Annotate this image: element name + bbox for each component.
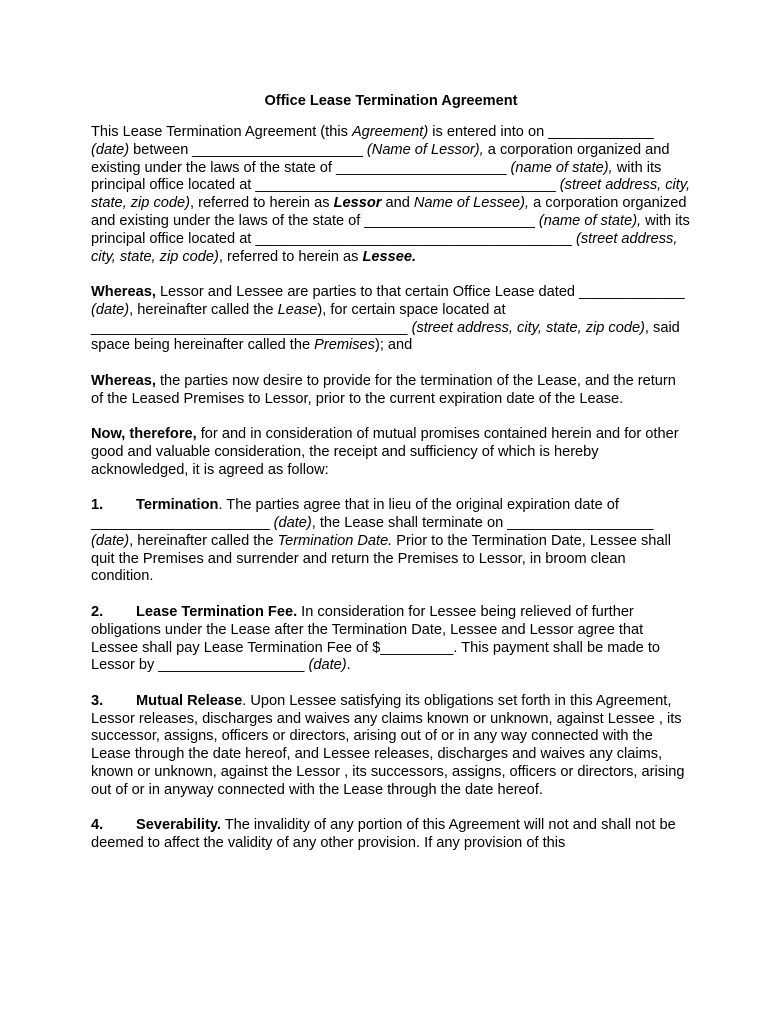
- whereas-paragraph-1: [91, 284, 691, 355]
- whereas-text: (date): [91, 301, 130, 318]
- intro-text: Lessee.: [362, 248, 417, 265]
- intro-text: (street address, city, state, zip code): [91, 177, 691, 212]
- intro-text: Agreement): [351, 124, 429, 140]
- section-number: 4.: [91, 817, 104, 834]
- whereas-text: , hereinafter called the: [129, 301, 278, 318]
- section-number: 2.: [91, 603, 104, 620]
- section-termination: [91, 497, 691, 586]
- whereas-text: (street address, city, state, zip code): [411, 319, 645, 336]
- document-title: Office Lease Termination Agreement: [264, 93, 518, 109]
- section-text: .: [346, 657, 351, 674]
- whereas-text: the parties now desire to provide for the termination of the Lease, and the return of the Leased Premises to Lessor, prior to the current expiration date of the Lease.: [91, 372, 676, 407]
- whereas-text: Premises: [314, 337, 375, 354]
- section-text: , the Lease shall terminate on __________________: [311, 515, 654, 532]
- intro-text: (Name of Lessor),: [366, 141, 484, 158]
- intro-text: between _____________________: [129, 141, 367, 158]
- section-number: 3.: [91, 692, 104, 709]
- intro-text: Name of Lessee),: [413, 195, 530, 212]
- whereas-paragraph-2: [91, 373, 691, 409]
- section-text: (date): [91, 532, 130, 549]
- section-text: (date): [308, 657, 347, 674]
- intro-text: , referred to herein as: [189, 195, 334, 212]
- intro-text: (name of state),: [510, 159, 613, 176]
- section-text: . The parties agree that in lieu of the original expiration date of ______________________: [91, 497, 619, 532]
- section-number: 1.: [91, 497, 104, 514]
- section-heading: Mutual Release: [136, 692, 243, 709]
- document-page: [91, 88, 691, 871]
- section-text: (date): [273, 515, 312, 532]
- intro-text: (date): [91, 141, 130, 158]
- intro-text: , referred to herein as: [218, 248, 363, 265]
- section-text: , hereinafter called the: [129, 532, 278, 549]
- now-therefore-paragraph: [91, 426, 691, 479]
- section-lease-termination-fee: [91, 604, 691, 675]
- intro-text: with its principal office located at _______________________________________: [91, 212, 690, 247]
- intro-text: a corporation organized and existing under the laws of the state of _____________________: [91, 141, 670, 176]
- whereas-text: ), for certain space located at _______________________________________: [91, 301, 506, 336]
- whereas-text: , said space being hereinafter called the: [91, 319, 680, 354]
- intro-text: is entered into on _____________: [428, 124, 654, 140]
- intro-text: and: [381, 195, 414, 212]
- section-heading: Termination: [136, 497, 219, 514]
- whereas-text: Whereas,: [91, 372, 156, 389]
- section-text: In consideration for Lessee being relieved of further obligations under the Lease after the Termination Date, Lessee and Lessor agree that Lessee shall pay Lease Termination Fee of $_________. This payment shall be made to Lessor by __________________: [91, 603, 660, 674]
- section-heading: Lease Termination Fee.: [136, 603, 298, 620]
- section-text: The invalidity of any portion of this Agreement will not and shall not be deemed to affect the validity of any other provision. If any provision of this: [91, 817, 676, 852]
- section-text: Prior to the Termination Date, Lessee shall quit the Premises and surrender and return the Premises to Lessor, in broom clean condition.: [91, 532, 672, 585]
- intro-text: This Lease Termination Agreement (this: [91, 124, 352, 140]
- intro-text: Lessor: [333, 195, 382, 212]
- section-severability: [91, 817, 691, 853]
- section-mutual-release: [91, 693, 691, 800]
- section-text: . Upon Lessee satisfying its obligations set forth in this Agreement, Lessor releases, discharges and waives any claims known or unknown, against Lessee , its successor, assigns, officers or directors, arising out of or in any way connected with the Lease through the date hereof, and Lessee releases, discharges and waives any claims, known or unknown, against the Lessor , its successors, assigns, officers or directors, arising out of or in anyway connected with the Lease through the date hereof.: [91, 692, 685, 798]
- intro-paragraph: [91, 124, 691, 266]
- intro-text: (name of state),: [538, 212, 642, 229]
- intro-text: with its principal office located at _____________________________________: [91, 159, 662, 194]
- whereas-text: Lessor and Lessee are parties to that certain Office Lease dated _____________: [155, 284, 685, 301]
- section-text: Termination Date.: [277, 532, 393, 549]
- section-heading: Severability.: [136, 817, 221, 834]
- whereas-text: Lease: [277, 301, 318, 318]
- whereas-text: Whereas,: [91, 284, 156, 301]
- whereas-text: ); and: [374, 337, 413, 354]
- now-therefore-text: for and in consideration of mutual promises contained herein and for other good and valuable consideration, the receipt and sufficiency of which is hereby acknowledged, it is agreed as follow:: [91, 426, 679, 478]
- intro-text: a corporation organized and existing under the laws of the state of _____________________: [91, 195, 687, 229]
- intro-text: (street address, city, state, zip code): [91, 230, 678, 265]
- now-therefore-text: Now, therefore,: [91, 426, 197, 443]
